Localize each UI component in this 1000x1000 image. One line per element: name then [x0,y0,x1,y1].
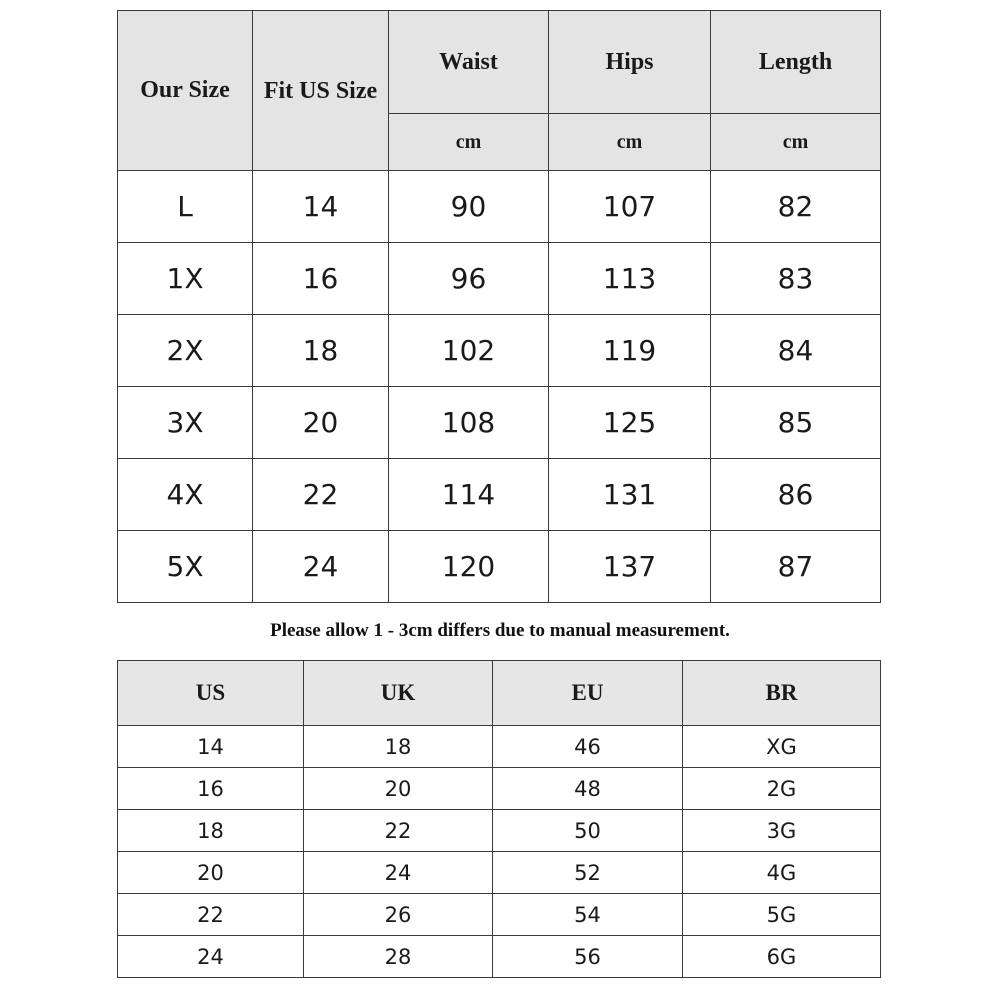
table-cell: 48 [493,768,683,810]
size-chart-row [118,315,881,387]
table-cell: 22 [253,459,389,531]
header-us: US [118,661,304,726]
size-chart-header-row [118,11,881,114]
table-cell: 119 [549,315,711,387]
header-uk: UK [304,661,493,726]
table-cell: 131 [549,459,711,531]
unit-hips: cm [549,114,711,171]
table-cell: 5X [118,531,253,603]
table-cell: 84 [711,315,881,387]
table-cell: 56 [493,936,683,978]
header-eu: EU [493,661,683,726]
table-cell: 108 [389,387,549,459]
table-cell: 26 [304,894,493,936]
table-cell: 6G [683,936,881,978]
conversion-body [118,726,881,978]
table-cell: 18 [118,810,304,852]
table-cell: 82 [711,171,881,243]
table-cell: XG [683,726,881,768]
table-cell: 50 [493,810,683,852]
table-cell: 3X [118,387,253,459]
table-cell: 20 [253,387,389,459]
conversion-row [118,810,881,852]
table-cell: 83 [711,243,881,315]
conversion-row [118,768,881,810]
size-chart-body [118,171,881,603]
table-cell: 96 [389,243,549,315]
table-cell: 46 [493,726,683,768]
header-br: BR [683,661,881,726]
size-chart-table [117,10,881,603]
table-cell: 85 [711,387,881,459]
table-cell: 24 [118,936,304,978]
table-cell: 20 [118,852,304,894]
table-cell: 4G [683,852,881,894]
table-cell: L [118,171,253,243]
table-cell: 54 [493,894,683,936]
table-cell: 90 [389,171,549,243]
header-length: Length [711,11,881,114]
table-cell: 24 [304,852,493,894]
size-chart-row [118,243,881,315]
size-chart-row [118,531,881,603]
table-cell: 4X [118,459,253,531]
header-our-size: Our Size [118,11,253,171]
table-cell: 5G [683,894,881,936]
table-cell: 18 [304,726,493,768]
conversion-row [118,936,881,978]
table-cell: 14 [253,171,389,243]
table-cell: 20 [304,768,493,810]
table-cell: 16 [118,768,304,810]
table-cell: 3G [683,810,881,852]
size-chart-row [118,387,881,459]
unit-length: cm [711,114,881,171]
header-fit-us-size: Fit US Size [253,11,389,171]
conversion-row [118,726,881,768]
table-cell: 22 [118,894,304,936]
unit-waist: cm [389,114,549,171]
table-cell: 137 [549,531,711,603]
table-cell: 86 [711,459,881,531]
table-cell: 24 [253,531,389,603]
table-cell: 120 [389,531,549,603]
table-cell: 18 [253,315,389,387]
table-cell: 107 [549,171,711,243]
table-cell: 125 [549,387,711,459]
table-cell: 14 [118,726,304,768]
size-chart-row [118,459,881,531]
conversion-row [118,852,881,894]
header-hips: Hips [549,11,711,114]
table-cell: 1X [118,243,253,315]
table-cell: 114 [389,459,549,531]
table-cell: 28 [304,936,493,978]
measurement-note: Please allow 1 - 3cm differs due to manual measurement. [270,620,730,641]
table-cell: 2X [118,315,253,387]
header-waist: Waist [389,11,549,114]
table-cell: 113 [549,243,711,315]
table-cell: 22 [304,810,493,852]
table-cell: 2G [683,768,881,810]
table-cell: 52 [493,852,683,894]
table-cell: 16 [253,243,389,315]
size-conversion-table [117,660,881,978]
conversion-header-row [118,661,881,726]
conversion-row [118,894,881,936]
size-chart-row [118,171,881,243]
table-cell: 102 [389,315,549,387]
table-cell: 87 [711,531,881,603]
